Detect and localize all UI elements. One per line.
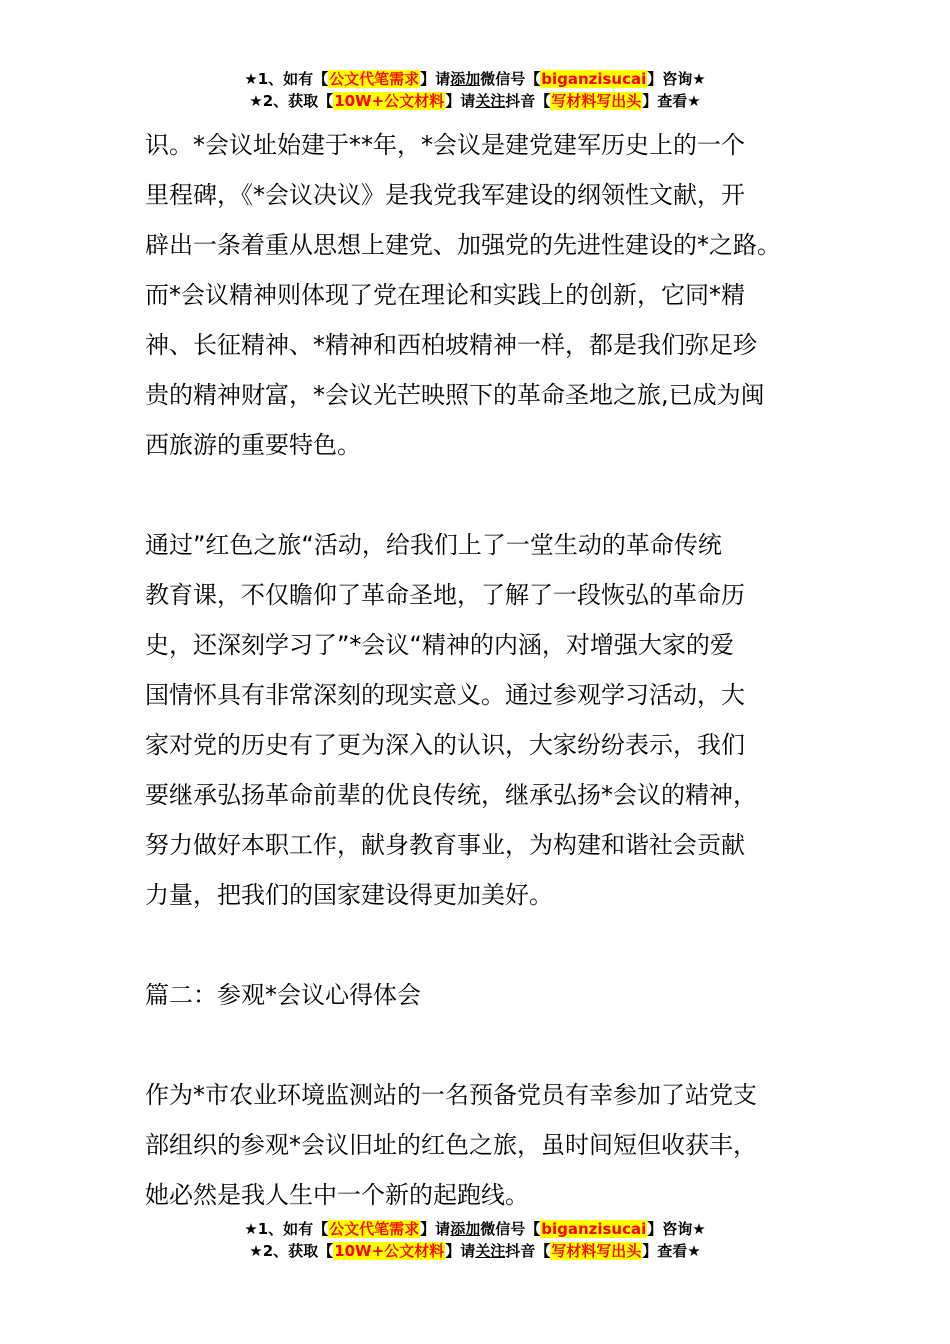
banner-text: 微信号【 <box>480 1220 541 1238</box>
text-line: 史，还深刻学习了”*会议“精神的内涵，对增强大家的爱 <box>145 631 734 659</box>
banner-underlined-text: 添加 <box>450 70 481 88</box>
text-line: 要继承弘扬革命前辈的优良传统，继承弘扬*会议的精神， <box>145 781 757 809</box>
text-line: 努力做好本职工作，献身教育事业，为构建和谐社会贡献 <box>145 831 745 859</box>
banner-text: 】请 <box>420 1220 451 1238</box>
banner-line-2 <box>0 1240 950 1262</box>
banner-line-1 <box>0 68 950 90</box>
banner-text: ★2、获取【 <box>249 1242 334 1260</box>
banner-highlight: 10W+公文材料 <box>334 92 445 110</box>
paragraph-spacer <box>145 1020 815 1070</box>
text-line: 而*会议精神则体现了党在理论和实践上的创新，它同*精 <box>145 281 745 309</box>
section-heading <box>145 970 815 1020</box>
text-line: 通过”红色之旅“活动，给我们上了一堂生动的革命传统 <box>145 531 722 559</box>
text-line: 部组织的参观*会议旧址的红色之旅，虽时间短但收获丰， <box>145 1131 757 1159</box>
banner-text: 】请 <box>445 1242 476 1260</box>
footer-banner <box>0 1218 950 1262</box>
banner-highlight: 10W+公文材料 <box>334 1242 445 1260</box>
banner-line-2 <box>0 90 950 112</box>
banner-highlight: biganzisucai <box>541 70 647 88</box>
banner-text: 】咨询★ <box>647 70 706 88</box>
text-line: 作为*市农业环境监测站的一名预备党员有幸参加了站党支 <box>145 1081 757 1109</box>
text-line: 她必然是我人生中一个新的起跑线。 <box>145 1181 529 1209</box>
banner-highlight: 写材料写出头 <box>551 92 642 110</box>
banner-text: 微信号【 <box>480 70 541 88</box>
banner-highlight: biganzisucai <box>541 1220 647 1238</box>
banner-line-1 <box>0 1218 950 1240</box>
document-body <box>145 120 815 1220</box>
heading-text: 篇二：参观*会议心得体会 <box>145 981 421 1009</box>
paragraph-3 <box>145 1070 815 1220</box>
text-line: 国情怀具有非常深刻的现实意义。通过参观学习活动，大 <box>145 681 745 709</box>
banner-text: 】咨询★ <box>647 1220 706 1238</box>
banner-text: ★2、获取【 <box>249 92 334 110</box>
banner-highlight: 公文代笔需求 <box>329 1220 420 1238</box>
paragraph-2 <box>145 520 815 920</box>
banner-underlined-text: 关注 <box>475 92 506 110</box>
text-line: 力量，把我们的国家建设得更加美好。 <box>145 881 553 909</box>
banner-text: 抖音【 <box>505 1242 551 1260</box>
banner-underlined-text: 关注 <box>475 1242 506 1260</box>
banner-highlight: 写材料写出头 <box>551 1242 642 1260</box>
banner-underlined-text: 添加 <box>450 1220 481 1238</box>
paragraph-spacer <box>145 920 815 970</box>
text-line: 里程碑，《*会议决议》是我党我军建设的纲领性文献，开 <box>145 181 745 209</box>
banner-text: 】查看★ <box>642 1242 701 1260</box>
text-line: 辟出一条着重从思想上建党、加强党的先进性建设的*之路。 <box>145 231 781 259</box>
banner-text: 抖音【 <box>505 92 551 110</box>
banner-text: 】查看★ <box>642 92 701 110</box>
banner-text: 】请 <box>445 92 476 110</box>
banner-text: ★1、如有【 <box>244 70 329 88</box>
banner-text: 】请 <box>420 70 451 88</box>
paragraph-1 <box>145 120 815 470</box>
text-line: 教育课，不仅瞻仰了革命圣地，了解了一段恢弘的革命历 <box>145 581 745 609</box>
paragraph-spacer <box>145 470 815 520</box>
header-banner <box>0 68 950 112</box>
text-line: 家对党的历史有了更为深入的认识，大家纷纷表示，我们 <box>145 731 745 759</box>
banner-highlight: 公文代笔需求 <box>329 70 420 88</box>
text-line: 贵的精神财富，*会议光芒映照下的革命圣地之旅,已成为闽 <box>145 381 765 409</box>
text-line: 西旅游的重要特色。 <box>145 431 361 459</box>
text-line: 识。*会议址始建于**年，*会议是建党建军历史上的一个 <box>145 131 745 159</box>
banner-text: ★1、如有【 <box>244 1220 329 1238</box>
text-line: 神、长征精神、*精神和西柏坡精神一样，都是我们弥足珍 <box>145 331 757 359</box>
